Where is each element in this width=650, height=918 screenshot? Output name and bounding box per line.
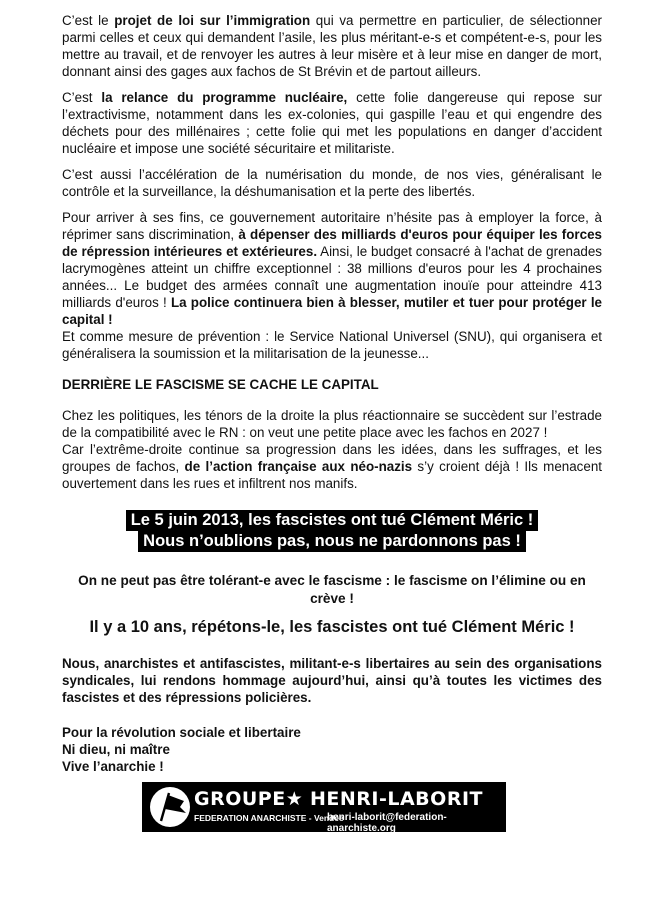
document-body — [62, 12, 602, 775]
closing-line-3: Vive l’anarchie ! — [62, 759, 164, 774]
paragraph-snu: Et comme mesure de prévention : le Service National Universel (SNU), qui organisera et généralisera la soumission et la militarisation de la jeunesse... — [62, 329, 602, 361]
group-name: HENRI-LABORIT — [310, 788, 483, 810]
group-label: GROUPE★ — [194, 788, 304, 810]
contact-email: henri-laborit@federation-anarchiste.org — [327, 812, 447, 834]
memorial-banner — [62, 510, 602, 552]
closing-line-1: Pour la révolution sociale et libertaire — [62, 725, 301, 740]
paragraph-immigration: C’est le projet de loi sur l’immigration qui va permettre en particulier, de sélectionner parmi celles et ceux qui demandent l’asile, les plus méritant-e-s et compétent-e-s, pour les mettre au travail, et de renvoyer les autres à leur misère et à leur mise en danger de mort, donnant ainsi des gages aux fachos de St Brévin et de partout ailleurs. — [62, 13, 602, 79]
banner-line-1: Le 5 juin 2013, les fascistes ont tué Clément Méric ! — [126, 510, 539, 531]
tolerance-statement: On ne peut pas être tolérant-e avec le fascisme : le fascisme on l’élimine ou en crève ! — [78, 573, 586, 606]
anniversary-statement: Il y a 10 ans, répétons-le, les fascistes ont tué Clément Méric ! — [89, 618, 575, 636]
group-footer — [142, 782, 506, 832]
black-flag-icon — [148, 785, 192, 829]
section-heading: DERRIÈRE LE FASCISME SE CACHE LE CAPITAL — [62, 377, 379, 392]
paragraph-nuclear: C’est la relance du programme nucléaire, cette folie dangereuse qui repose sur l’extractivisme, notamment dans les ex-colonies, qui gaspille l’eau et qui engendre des déchets pour des millénaires ; cette folie qui met les populations en danger d’accident nucléaire et impose une société sécuritaire et militariste. — [62, 90, 602, 156]
federation-label: FEDERATION ANARCHISTE - Vendée — [194, 813, 344, 823]
paragraph-repression: Pour arriver à ses fins, ce gouvernement autoritaire n’hésite pas à employer la force, à réprimer sans discrimination, à dépenser des milliards d'euros pour équiper les forces de répression intérieures et extérieures. Ainsi, le budget consacré à l'achat de grenades lacrymogènes atteint un chiffre exceptionnel : 38 millions d'euros pour les 4 prochaines années... Le budget des armées connaît une augmentation inouïe pour atteindre 413 milliards d'euros ! La police continuera bien à blesser, mutiler et tuer pour protéger le capital ! — [62, 210, 602, 327]
paragraph-politics: Chez les politiques, les ténors de la droite la plus réactionnaire se succèdent sur l’estrade de la compatibilité avec le RN : on veut une petite place avec les fachos en 2027 ! — [62, 408, 602, 440]
paragraph-far-right: Car l’extrême-droite continue sa progression dans les idées, dans les suffrages, et les groupes de fachos, de l’action française aux néo-nazis s’y croient déjà ! Ils menacent ouvertement dans les rues et infiltrent nos manifs. — [62, 442, 602, 491]
closing-line-2: Ni dieu, ni maître — [62, 742, 170, 757]
paragraph-digital: C’est aussi l’accélération de la numérisation du monde, de nos vies, généralisant le contrôle et la surveillance, la déshumanisation et la perte des libertés. — [62, 167, 602, 199]
tribute-paragraph: Nous, anarchistes et antifascistes, militant-e-s libertaires au sein des organisations syndicales, lui rendons hommage aujourd’hui, ainsi qu’à toutes les victimes des fascistes et des répressions policières. — [62, 656, 602, 705]
banner-line-2: Nous n’oublions pas, nous ne pardonnons pas ! — [138, 531, 526, 552]
